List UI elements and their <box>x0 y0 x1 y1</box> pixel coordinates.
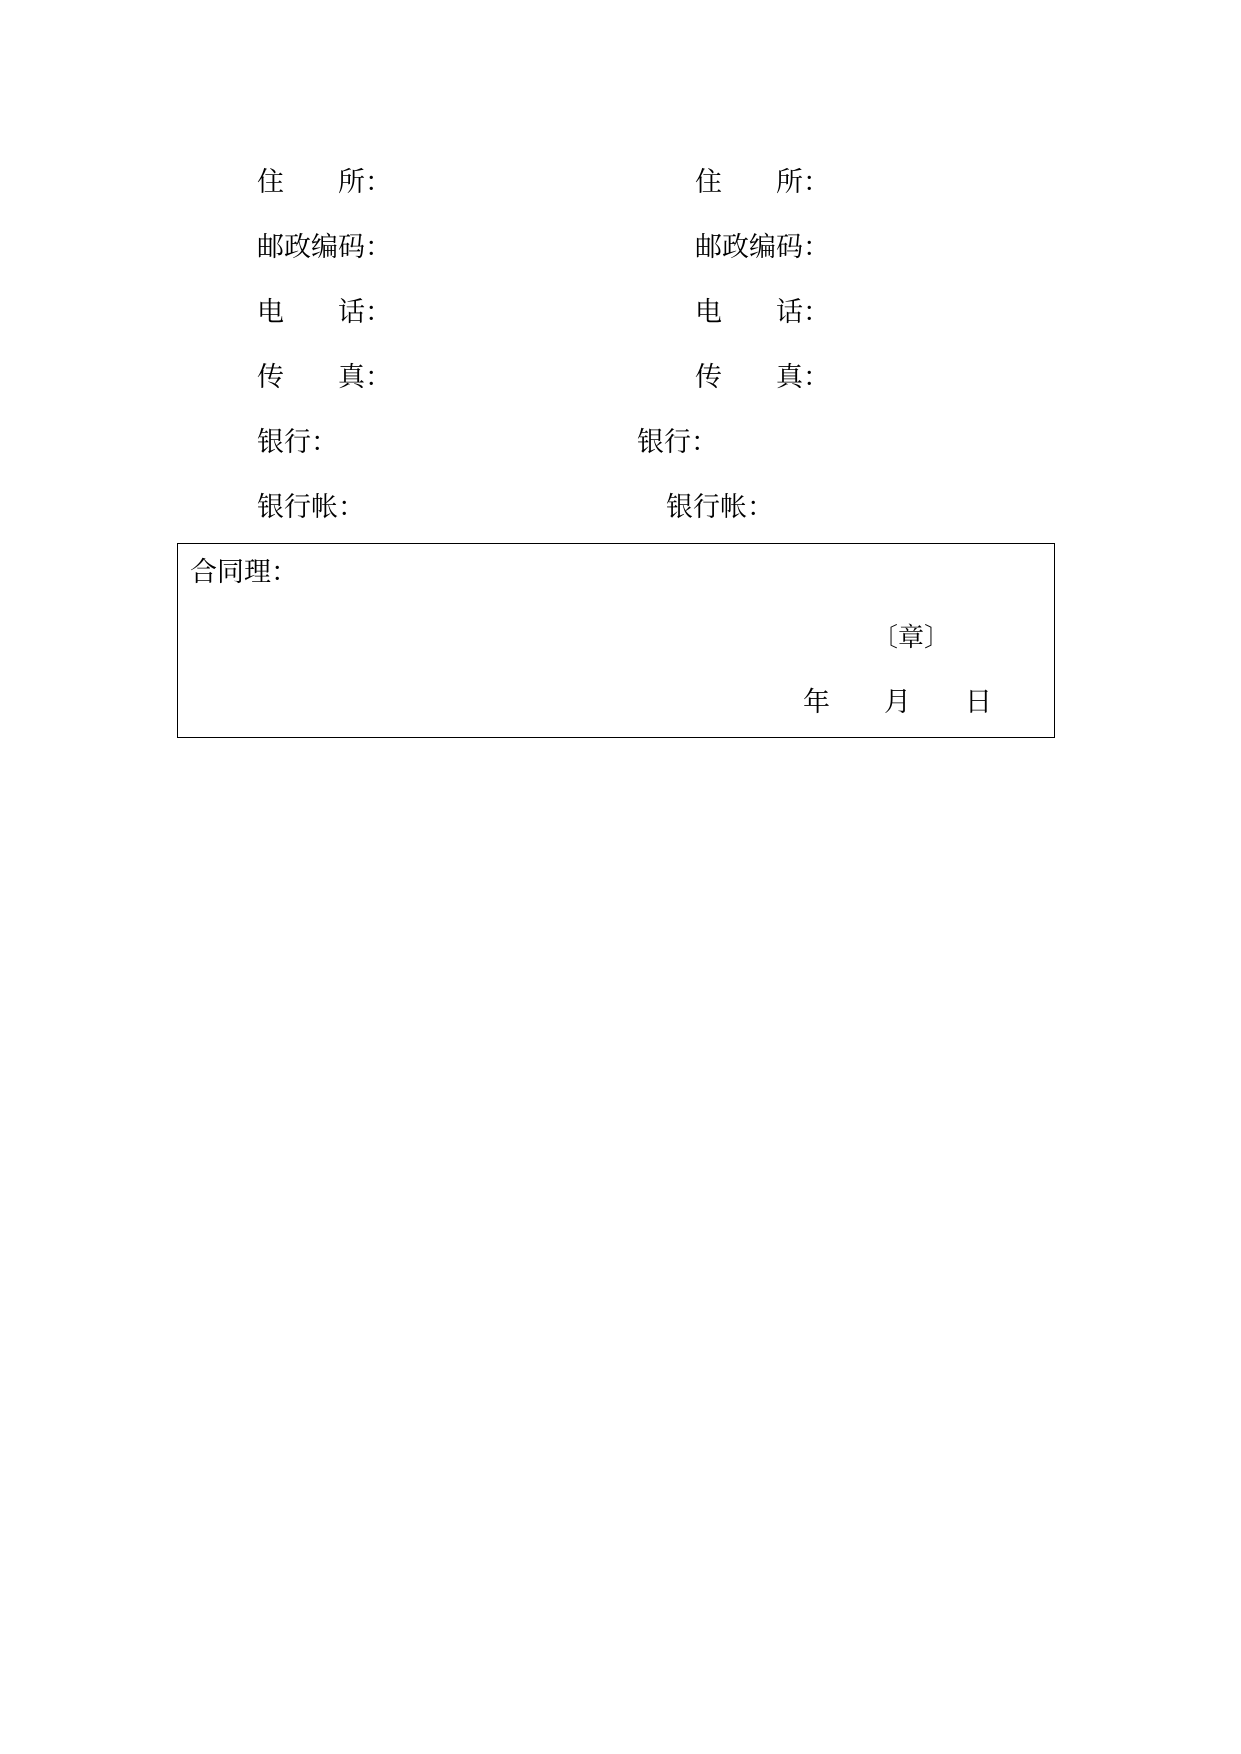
right-postcode-label: 邮政编码： <box>695 232 830 263</box>
right-address-label: 住 所： <box>695 167 830 198</box>
left-bank-account-label: 银行帐： <box>257 492 365 523</box>
contract-manager-label: 合同理： <box>190 557 298 588</box>
right-phone-label: 电 话： <box>695 297 830 328</box>
signature-box <box>177 543 1055 738</box>
left-address-label: 住 所： <box>257 167 392 198</box>
right-bank-account-label: 银行帐： <box>666 492 774 523</box>
date-label: 年 月 日 <box>803 687 992 718</box>
right-fax-label: 传 真： <box>695 362 830 393</box>
right-bank-label: 银行： <box>637 427 718 458</box>
seal-label: 〔章〕 <box>872 623 951 653</box>
left-bank-label: 银行： <box>257 427 338 458</box>
left-phone-label: 电 话： <box>257 297 392 328</box>
left-postcode-label: 邮政编码： <box>257 232 392 263</box>
left-fax-label: 传 真： <box>257 362 392 393</box>
